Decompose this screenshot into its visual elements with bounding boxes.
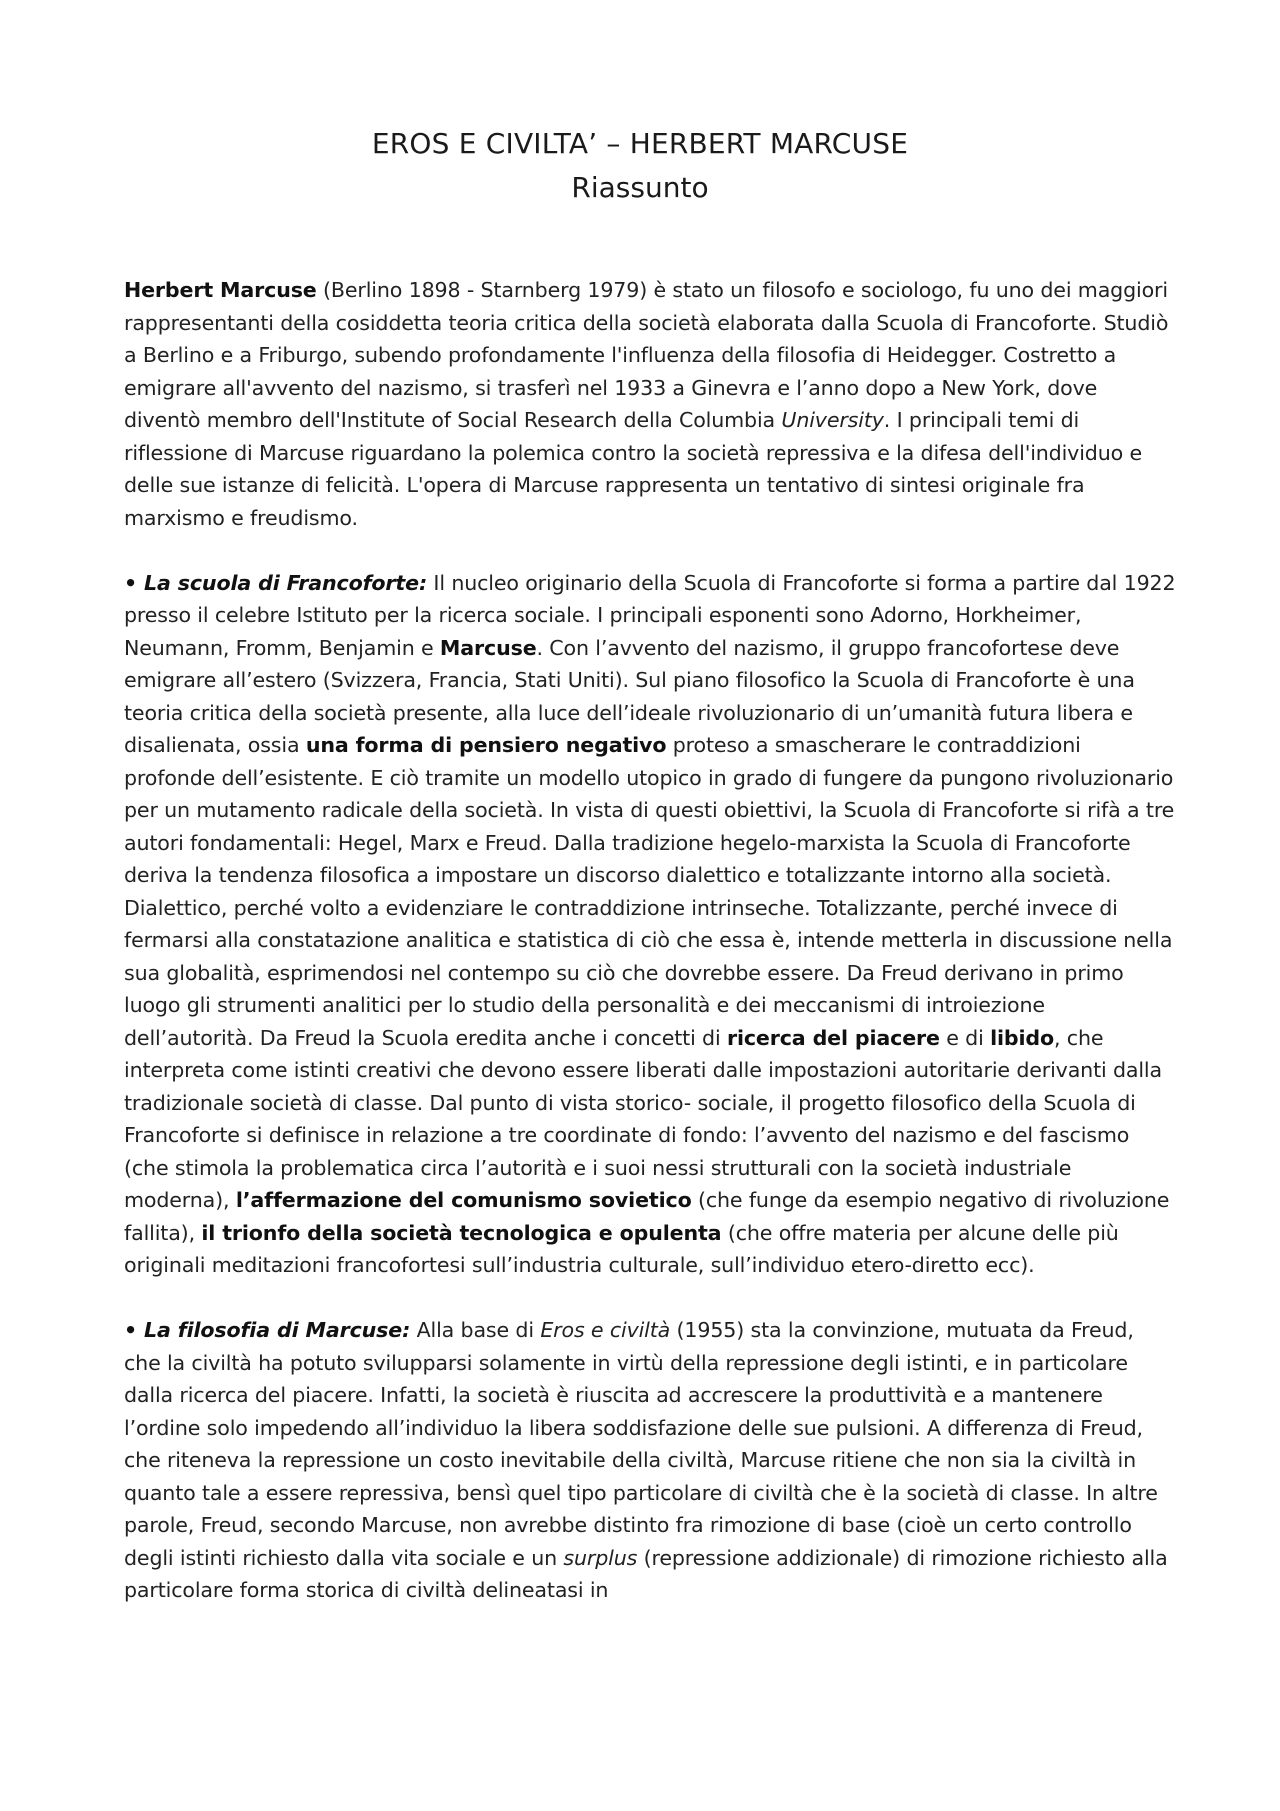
filosofia-text-1: Alla base di <box>410 1318 541 1342</box>
intro-paragraph <box>124 274 1176 534</box>
scuola-text-5: , che interpreta come istinti creativi che devono essere liberati dalle impostazioni autoritarie derivanti dalla tradizionale società di classe. Dal punto di vista storico- sociale, il progetto filosofico della Scuola di Francoforte si definisce in relazione a tre coordinate di fondo: l’avvento del nazismo e del fascismo (che stimola la problematica circa l’autorità e i suoi nessi strutturali con la società industriale moderna), <box>124 1025 1162 1212</box>
filosofia-text-3: (repressione addizionale) di rimozione richiesto alla particolare forma storica di civiltà delineatasi in <box>124 1545 1168 1602</box>
document-body <box>124 274 1176 1639</box>
document-subtitle: Riassunto <box>571 171 709 204</box>
filosofia-surplus: surplus <box>563 1545 638 1570</box>
intro-text-2: . I principali temi di riflessione di Marcuse riguardano la polemica contro la società repressiva e la difesa dell'individuo e delle sue istanze di felicità. L'opera di Marcuse rappresenta un tentativo di sintesi originale fra marxismo e freudismo. <box>124 408 1142 530</box>
filosofia-paragraph <box>124 1314 1176 1607</box>
scuola-text-7: (che offre materia per alcune delle più originali meditazioni francofortesi sull’industria culturale, sull’individuo etero-diretto ecc). <box>124 1220 1119 1277</box>
scuola-text-2: . Con l’avvento del nazismo, il gruppo francofortese deve emigrare all’estero (Svizzera, Francia, Stati Uniti). Sul piano filosofico la Scuola di Francoforte è una teoria critica della società presente, alla luce dell’ideale rivoluzionario di un’umanità futura libera e disalienata, ossia <box>124 635 1135 757</box>
scuola-heading: • La scuola di Francoforte: <box>124 570 428 595</box>
scuola-trionfo: il trionfo della società tecnologica e opulenta <box>201 1220 722 1245</box>
scuola-ricerca-piacere: ricerca del piacere <box>726 1025 940 1050</box>
scuola-libido: libido <box>990 1025 1054 1050</box>
scuola-text-3: proteso a smascherare le contraddizioni profonde dell’esistente. E ciò tramite un modello utopico in grado di fungere da pungono rivoluzionario per un mutamento radicale della società. In vista di questi obiettivi, la Scuola di Francoforte si rifà a tre autori fondamentali: Hegel, Marx e Freud. Dalla tradizione hegelo-marxista la Scuola di Francoforte deriva la tendenza filosofica a impostare un discorso dialettico e totalizzante intorno alla società. Dialettico, perché volto a evidenziare le contraddizione intrinseche. Totalizzante, perché invece di fermarsi alla constatazione analitica e statistica di ciò che essa è, intende metterla in discussione nella sua globalità, esprimendosi nel contempo su ciò che dovrebbe essere. Da Freud derivano in primo luogo gli strumenti analitici per lo studio della personalità e dei meccanismi di introiezione dell’autorità. Da Freud la Scuola eredita anche i concetti di <box>124 733 1175 1050</box>
scuola-text-1: Il nucleo originario della Scuola di Francoforte si forma a partire dal 1922 presso il celebre Istituto per la ricerca sociale. I principali esponenti sono Adorno, Horkheimer, Neumann, Fromm, Benjamin e <box>124 570 1176 660</box>
scuola-paragraph <box>124 567 1176 1282</box>
scuola-comunismo: l’affermazione del comunismo sovietico <box>235 1188 692 1212</box>
scuola-text-4: e di <box>939 1025 991 1050</box>
intro-text-1: (Berlino 1898 - Starnberg 1979) è stato un filosofo e sociologo, fu uno dei maggiori rappresentanti della cosiddetta teoria critica della società elaborata dalla Scuola di Francoforte. Studiò a Berlino e a Friburgo, subendo profondamente l'influenza della filosofia di Heidegger. Costretto a emigrare all'avvento del nazismo, si trasferì nel 1933 a Ginevra e l’anno dopo a New York, dove diventò membro dell'Institute of Social Research della Columbia <box>124 278 1169 432</box>
filosofia-eros-title: Eros e civiltà <box>540 1318 671 1342</box>
intro-name: Herbert Marcuse <box>124 278 317 302</box>
intro-university: University <box>781 408 884 432</box>
title-block <box>0 122 1280 210</box>
filosofia-text-2: (1955) sta la convinzione, mutuata da Freud, che la civiltà ha potuto svilupparsi solamente in virtù della repressione degli istinti, e in particolare dalla ricerca del piacere. Infatti, la società è riuscita ad accrescere la produttività e a mantenere l’ordine solo impedendo all’individuo la libera soddisfazione delle sue pulsioni. A differenza di Freud, che riteneva la repressione un costo inevitabile della civiltà, Marcuse ritiene che non sia la civiltà in quanto tale a essere repressiva, bensì quel tipo particolare di civiltà che è la società di classe. In altre parole, Freud, secondo Marcuse, non avrebbe distinto fra rimozione di base (cioè un certo controllo degli istinti richiesto dalla vita sociale e un <box>124 1318 1158 1570</box>
document-title: EROS E CIVILTA’ – HERBERT MARCUSE <box>371 127 909 160</box>
scuola-marcuse: Marcuse <box>439 635 537 660</box>
scuola-text-6: (che funge da esempio negativo di rivoluzione fallita), <box>124 1188 1170 1245</box>
filosofia-heading: • La filosofia di Marcuse: <box>124 1318 411 1342</box>
scuola-pensiero-negativo: una forma di pensiero negativo <box>305 733 667 757</box>
